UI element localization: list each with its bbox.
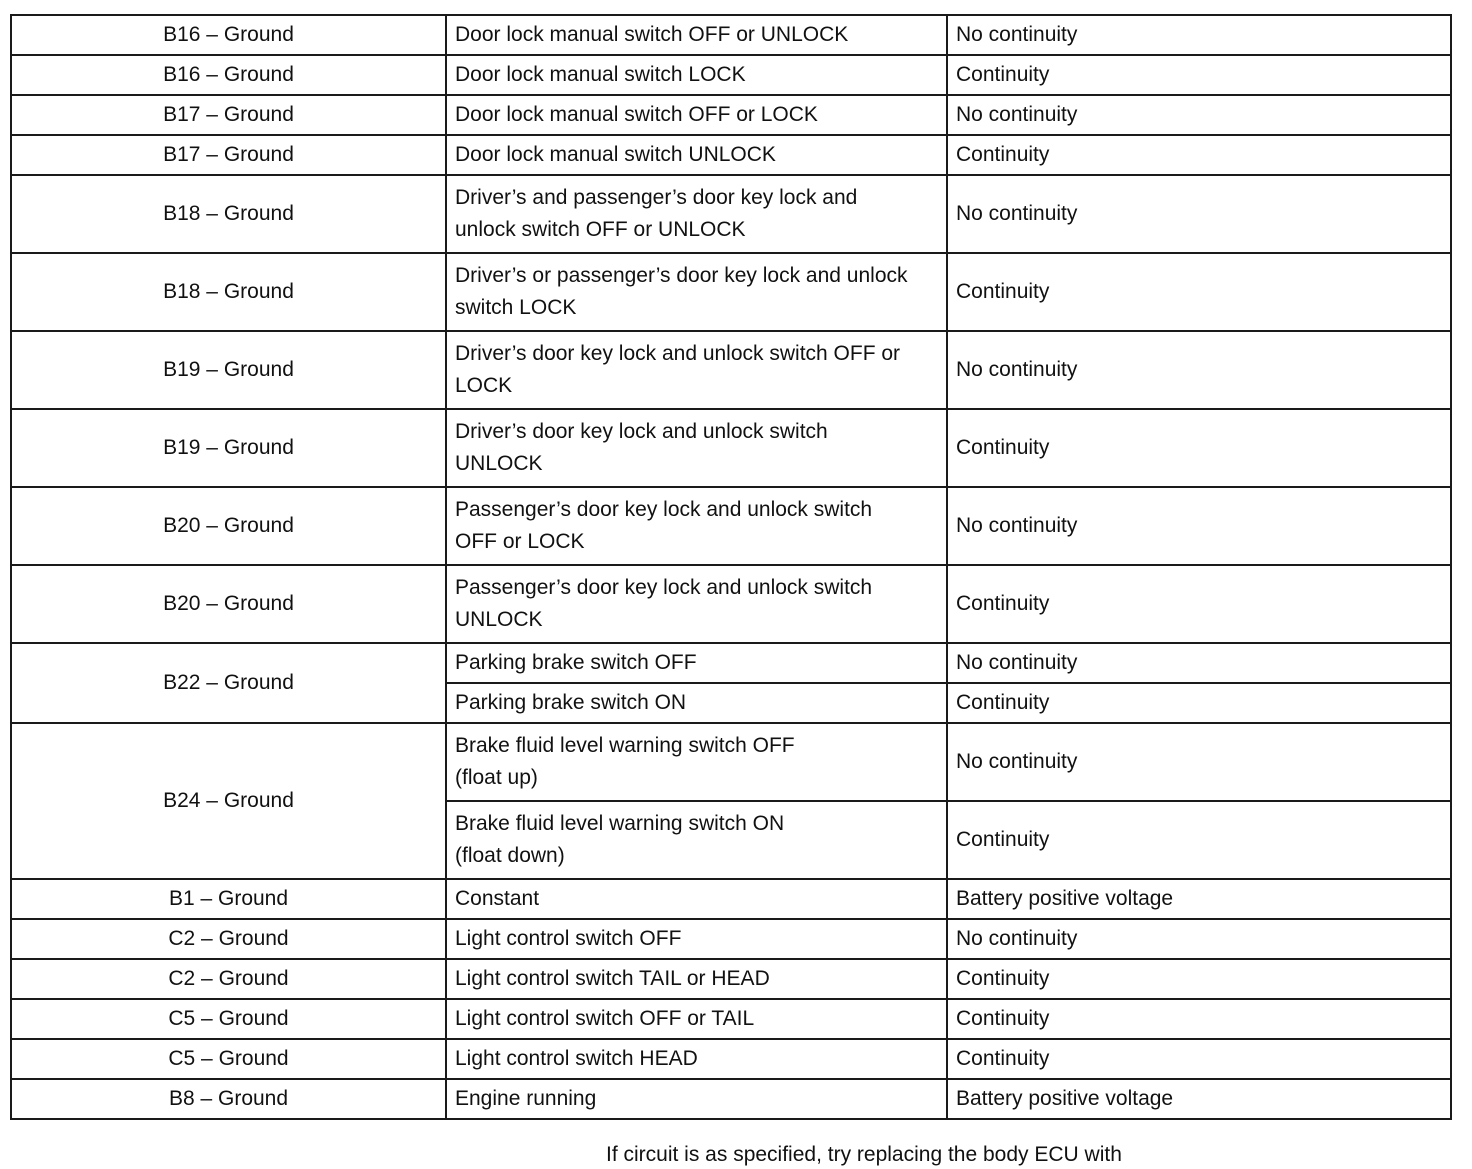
condition-cell: Parking brake switch ON [446, 683, 947, 723]
terminal-cell: C5 – Ground [11, 999, 446, 1039]
terminal-cell: B16 – Ground [11, 55, 446, 95]
table-row [11, 723, 1451, 801]
result-cell: Battery positive voltage [947, 879, 1451, 919]
table-row [11, 999, 1451, 1039]
condition-line: Brake fluid level warning switch ON [455, 812, 785, 835]
table-row [11, 643, 1451, 683]
table-row [11, 919, 1451, 959]
table-row [11, 1039, 1451, 1079]
terminal-cell: C2 – Ground [11, 959, 446, 999]
table-row [11, 253, 1451, 331]
terminal-cell: B22 – Ground [11, 643, 446, 723]
result-cell: No continuity [947, 15, 1451, 55]
result-cell: No continuity [947, 643, 1451, 683]
terminal-cell: B24 – Ground [11, 723, 446, 879]
condition-line: LOCK [455, 374, 513, 397]
condition-cell: Constant [446, 879, 947, 919]
terminal-cell: B17 – Ground [11, 95, 446, 135]
result-cell: Continuity [947, 565, 1451, 643]
terminal-cell: B19 – Ground [11, 331, 446, 409]
condition-cell: Parking brake switch OFF [446, 643, 947, 683]
result-cell: No continuity [947, 723, 1451, 801]
table-row [11, 95, 1451, 135]
terminal-cell: B20 – Ground [11, 565, 446, 643]
condition-cell [446, 565, 947, 643]
condition-cell [446, 801, 947, 879]
result-cell: No continuity [947, 175, 1451, 253]
condition-cell: Engine running [446, 1079, 947, 1119]
terminal-cell: B18 – Ground [11, 253, 446, 331]
condition-cell [446, 487, 947, 565]
condition-line: Passenger’s door key lock and unlock switch [455, 576, 873, 599]
terminal-cell: B17 – Ground [11, 135, 446, 175]
condition-cell: Door lock manual switch OFF or LOCK [446, 95, 947, 135]
result-cell: Continuity [947, 135, 1451, 175]
terminal-cell: B20 – Ground [11, 487, 446, 565]
condition-line: switch LOCK [455, 296, 577, 319]
table-row [11, 959, 1451, 999]
table-row [11, 15, 1451, 55]
condition-cell: Light control switch OFF [446, 919, 947, 959]
table-row [11, 55, 1451, 95]
condition-line: (float up) [455, 766, 538, 789]
result-cell: Continuity [947, 253, 1451, 331]
condition-line: UNLOCK [455, 608, 543, 631]
condition-line: Driver’s door key lock and unlock switch [455, 420, 828, 443]
terminal-cell: B1 – Ground [11, 879, 446, 919]
condition-cell: Light control switch TAIL or HEAD [446, 959, 947, 999]
result-cell: Continuity [947, 999, 1451, 1039]
condition-line: Driver’s door key lock and unlock switch OFF or [455, 342, 901, 365]
terminal-cell: B19 – Ground [11, 409, 446, 487]
terminal-cell: C2 – Ground [11, 919, 446, 959]
table-row [11, 135, 1451, 175]
table-row [11, 175, 1451, 253]
result-cell: No continuity [947, 919, 1451, 959]
inspection-table [10, 14, 1452, 1120]
condition-cell [446, 409, 947, 487]
condition-line: (float down) [455, 844, 565, 867]
result-cell: Continuity [947, 409, 1451, 487]
condition-line: unlock switch OFF or UNLOCK [455, 218, 746, 241]
table-row [11, 565, 1451, 643]
table-row [11, 879, 1451, 919]
condition-line: UNLOCK [455, 452, 543, 475]
terminal-cell: B8 – Ground [11, 1079, 446, 1119]
result-cell: No continuity [947, 487, 1451, 565]
condition-cell [446, 175, 947, 253]
condition-cell: Door lock manual switch LOCK [446, 55, 947, 95]
table-row [11, 1079, 1451, 1119]
condition-cell: Door lock manual switch OFF or UNLOCK [446, 15, 947, 55]
condition-line: Brake fluid level warning switch OFF [455, 734, 795, 757]
condition-cell [446, 253, 947, 331]
terminal-cell: B16 – Ground [11, 15, 446, 55]
condition-line: Passenger’s door key lock and unlock switch [455, 498, 873, 521]
condition-cell [446, 331, 947, 409]
table-row [11, 331, 1451, 409]
condition-line: Driver’s and passenger’s door key lock and [455, 186, 858, 209]
result-cell: Continuity [947, 1039, 1451, 1079]
table-row [11, 487, 1451, 565]
condition-cell: Light control switch OFF or TAIL [446, 999, 947, 1039]
result-cell: Continuity [947, 683, 1451, 723]
condition-cell [446, 723, 947, 801]
result-cell: Battery positive voltage [947, 1079, 1451, 1119]
terminal-cell: B18 – Ground [11, 175, 446, 253]
result-cell: Continuity [947, 959, 1451, 999]
result-cell: Continuity [947, 801, 1451, 879]
result-cell: No continuity [947, 331, 1451, 409]
terminal-cell: C5 – Ground [11, 1039, 446, 1079]
condition-cell: Light control switch HEAD [446, 1039, 947, 1079]
condition-line: Driver’s or passenger’s door key lock and unlock [455, 264, 908, 287]
result-cell: Continuity [947, 55, 1451, 95]
condition-line: OFF or LOCK [455, 530, 585, 553]
result-cell: No continuity [947, 95, 1451, 135]
table-row [11, 409, 1451, 487]
condition-cell: Door lock manual switch UNLOCK [446, 135, 947, 175]
footer-text: If circuit is as specified, try replacing the body ECU with [606, 1143, 1122, 1166]
